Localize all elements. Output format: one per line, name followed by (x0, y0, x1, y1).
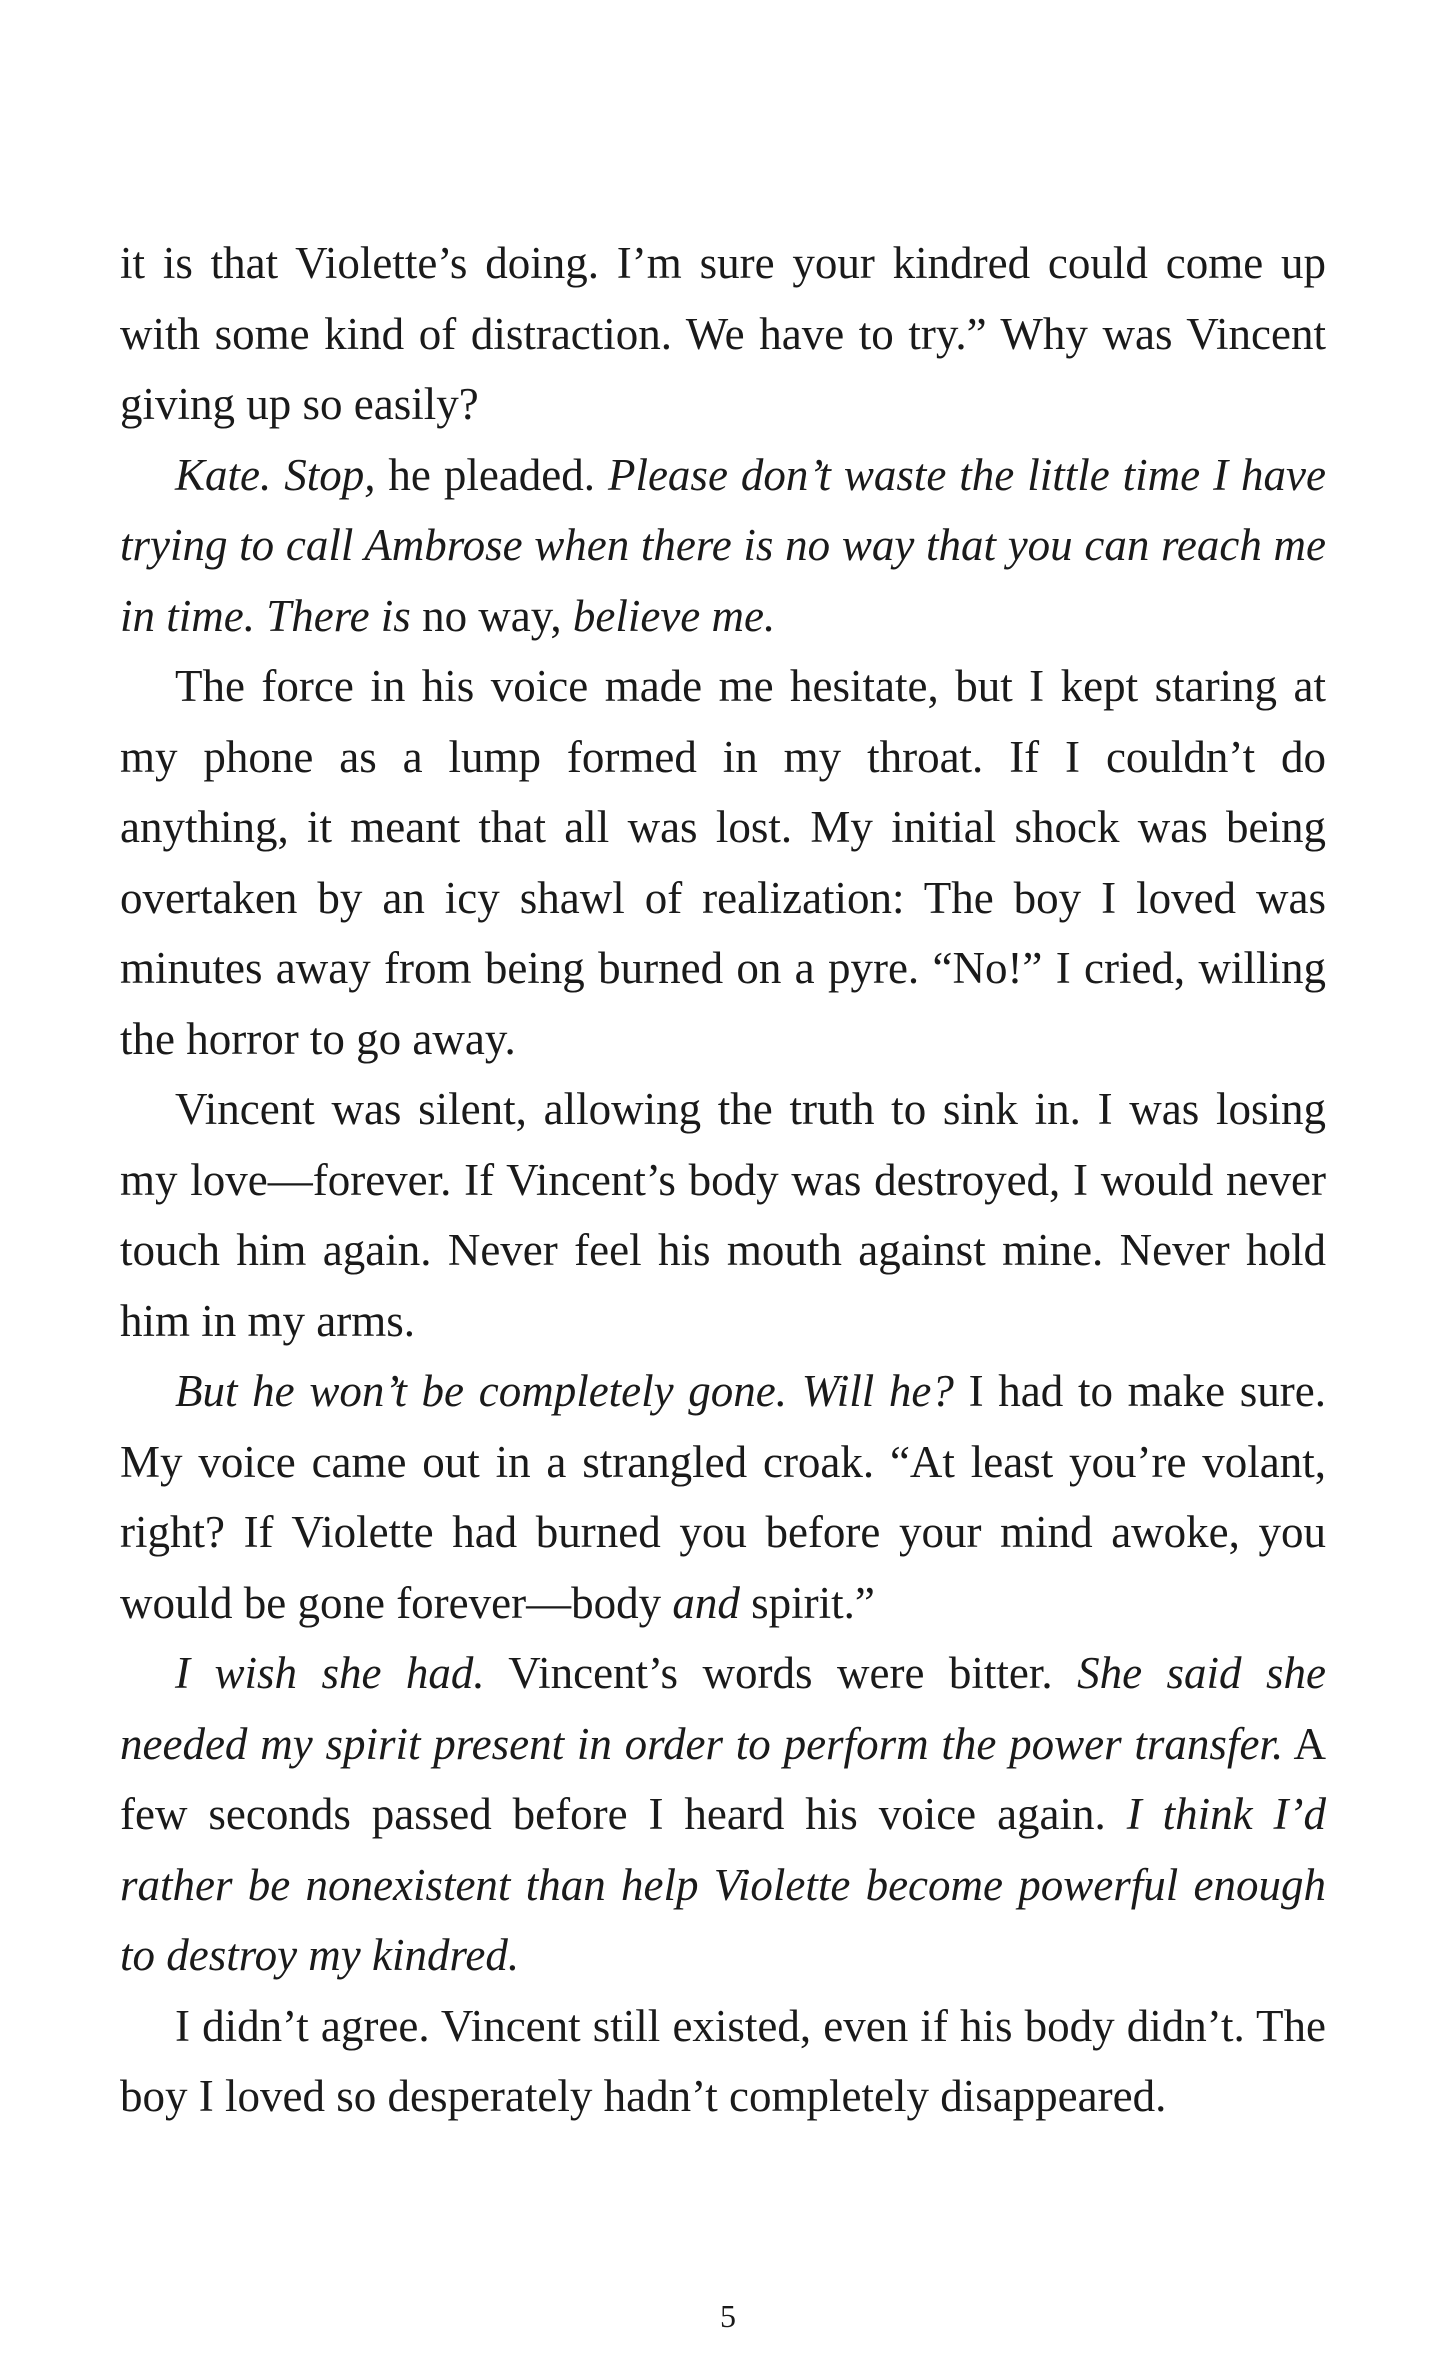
italic-text: I wish she had. (175, 1648, 485, 1698)
paragraph-7 (120, 1991, 1326, 2132)
paragraph-6 (120, 1638, 1326, 1991)
paragraph-text: he pleaded. (375, 449, 608, 500)
paragraph-text: The force in his voice made me hesitate, but I kept staring at my phone as a lump formed in my throat. If I couldn’t do anything, it meant that all was lost. My initial shock was being overtaken by an icy shawl of realization: The boy I loved was minutes away from being burned on a pyre. “No!” I cried, willing the horror to go away. (120, 661, 1326, 1064)
paragraph-1 (120, 228, 1326, 440)
italic-text: believe me. (572, 590, 776, 641)
paragraph-4 (120, 1074, 1326, 1356)
paragraph-3 (120, 651, 1326, 1074)
paragraph-text: it is that Violette’s doing. I’m sure your kindred could come up with some kind of distraction. We have to try.” Why was Vincent giving up so easily? (120, 238, 1326, 429)
page-number: 5 (720, 2298, 736, 2334)
paragraph-5 (120, 1356, 1326, 1638)
italic-text: But he won’t be completely gone. Will he? (175, 1366, 954, 1416)
paragraph-text: Vincent was silent, allowing the truth to sink in. I was losing my love—forever. If Vincent’s body was destroyed, I would never touch him again. Never feel his mouth against mine. Never hold him in my arms. (120, 1084, 1326, 1346)
paragraph-text: spirit.” (739, 1577, 875, 1628)
italic-text: and (672, 1577, 740, 1628)
italic-text: Kate. Stop, (175, 449, 376, 500)
paragraph-text: no way, (410, 590, 573, 641)
italic-text: She said she needed my spirit present in order to perform the power transfer. (120, 1648, 1326, 1769)
paragraph-text: I didn’t agree. Vincent still existed, even if his body didn’t. The boy I loved so desperately hadn’t completely disappeared. (120, 2000, 1326, 2121)
paragraph-text: A few seconds passed before I heard his voice again. (120, 1718, 1327, 1839)
paragraph-text: I had to make sure. My voice came out in a strangled croak. “At least you’re volant, right? If Violette had burned you before your mind awoke, you would be gone forever—body (120, 1366, 1326, 1628)
paragraph-text: Vincent’s words were bitter. (484, 1648, 1078, 1698)
italic-text: Please don’t waste the little time I have trying to call Ambrose when there is no way that you can reach me in time. There is (120, 449, 1326, 641)
body-text (120, 228, 1326, 2132)
paragraph-2 (120, 440, 1326, 652)
italic-text: I think I’d rather be nonexistent than help Violette become powerful enough to destroy my kindred. (120, 1789, 1326, 1980)
